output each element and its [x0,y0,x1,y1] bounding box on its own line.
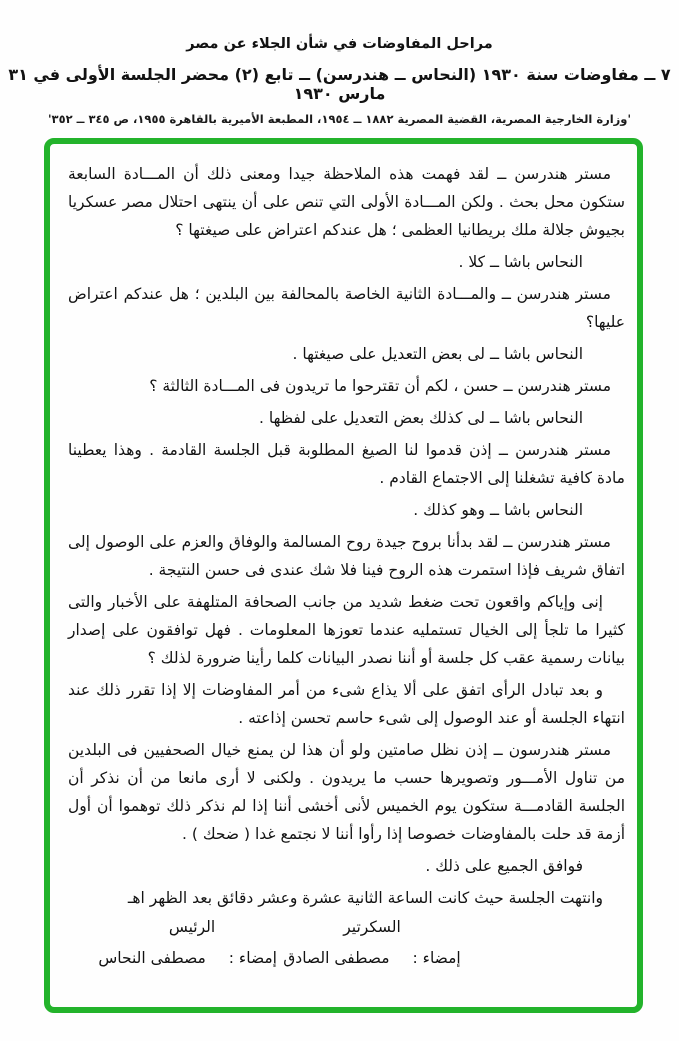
paragraph: النحاس باشا ــ كلا . [458,253,583,271]
paragraph: مستر هندرسن ــ حسن ، لكم أن تقترحوا ما تريدون فى المـــادة الثالثة ؟ [149,377,611,395]
highlight-border-box [44,138,643,1013]
signature-president-line [98,949,277,967]
signature-president [98,918,277,967]
paragraph: مستر هندرسن ــ لقد فهمت هذه الملاحظة جيدا ومعنى ذلك أن المـــادة السابعة ستكون محل بحث . ولكن المـــادة الأولى التي تنص على أن ينتهى احتلال مصر عسكريا بجيوش جلالة ملك بريطانيا العظمى ؛ هل عندكم اعتراض على صيغتها ؟ [68,165,625,239]
paragraph: النحاس باشا ــ لى بعض التعديل على صيغتها . [292,345,583,363]
paragraph: فوافق الجميع على ذلك . [425,857,583,875]
paragraph: و بعد تبادل الرأى اتفق على ألا يذاع شىء من أمر المفاوضات إلا إذا تقرر ذلك عند انتهاء الجلسة أو عند الوصول إلى شىء حاسم تحسن إذاعته . [68,681,625,727]
header-source-citation: 'وزارة الخارجية المصرية، القضية المصرية ١٨٨٢ ــ ١٩٥٤، المطبعة الأميرية بالقاهرة ١٩٥٥، ص ٣٤٥ ــ ٣٥٢' [48,112,631,126]
paragraph: وانتهت الجلسة حيث كانت الساعة الثانية عشرة وعشر دقائق بعد الظهر اهـ [127,889,603,907]
paragraph: النحاس باشا ــ لى كذلك بعض التعديل على لفظها . [259,409,583,427]
signature-secretary-line [267,949,477,967]
paragraph: مستر هندرسن ــ إذن قدموا لنا الصيغ المطلوبة قبل الجلسة القادمة . وهذا يعطينا مادة كافية تشغلنا إلى الاجتماع القادم . [68,441,625,487]
document-header [0,36,679,126]
signature-block [50,918,637,998]
signature-president-label: إمضاء : [228,949,277,967]
header-title: مراحل المفاوضات في شأن الجلاء عن مصر [186,36,493,52]
paragraph: إنى وإياكم واقعون تحت ضغط شديد من جانب الصحافة المتلهفة على الأخبار والتى كثيرا ما تلجأ إلى الخيال تستمليه عندما تعوزها المعلومات . فهل توافقون على إصدار بيانات رسمية عقب كل جلسة أو أننا نصدر البيانات كلما رأينا ضرورة لذلك ؟ [68,593,625,667]
signature-secretary [267,918,477,967]
signature-secretary-title: السكرتير [343,918,401,936]
signature-secretary-name: مصطفى الصادق [283,949,390,967]
document-body [50,144,637,912]
paragraph: مستر هندرسون ــ إذن نظل صامتين ولو أن هذا لن يمنع خيال الصحفيين فى البلدين من تناول الأمـــور وتصويرها حسب ما يريدون . ولكنى لا أرى مانعا من أن نذكر أن الجلسة القادمـــة ستكون يوم الخميس لأنى أخشى أننا إذا لم نذكر ذلك توهموا أن أول أزمة قد حلت بالمفاوضات خصوصا إذا رأوا أننا لا نجتمع غدا ( ضحك ) . [68,741,625,843]
signature-president-name: مصطفى النحاس [98,949,206,967]
signature-secretary-label: إمضاء : [412,949,461,967]
signature-president-title: الرئيس [168,918,216,936]
paragraph: النحاس باشا ــ وهو كذلك . [413,501,583,519]
paragraph: مستر هندرسن ــ والمـــادة الثانية الخاصة بالمحالفة بين البلدين ؛ هل عندكم اعتراض عليها؟ [68,285,625,331]
header-subtitle: ٧ ــ مفاوضات سنة ١٩٣٠ (النحاس ــ هندرسن) ــ تابع (٢) محضر الجلسة الأولى في ٣١ مارس ١٩٣٠ [8,65,671,103]
paragraph: مستر هندرسن ــ لقد بدأنا بروح جيدة روح المسالمة والوفاق والعزم على الوصول إلى اتفاق شريف فإذا استمرت هذه الروح فينا فلا شك عندى فى حسن النتيجة . [68,533,625,579]
